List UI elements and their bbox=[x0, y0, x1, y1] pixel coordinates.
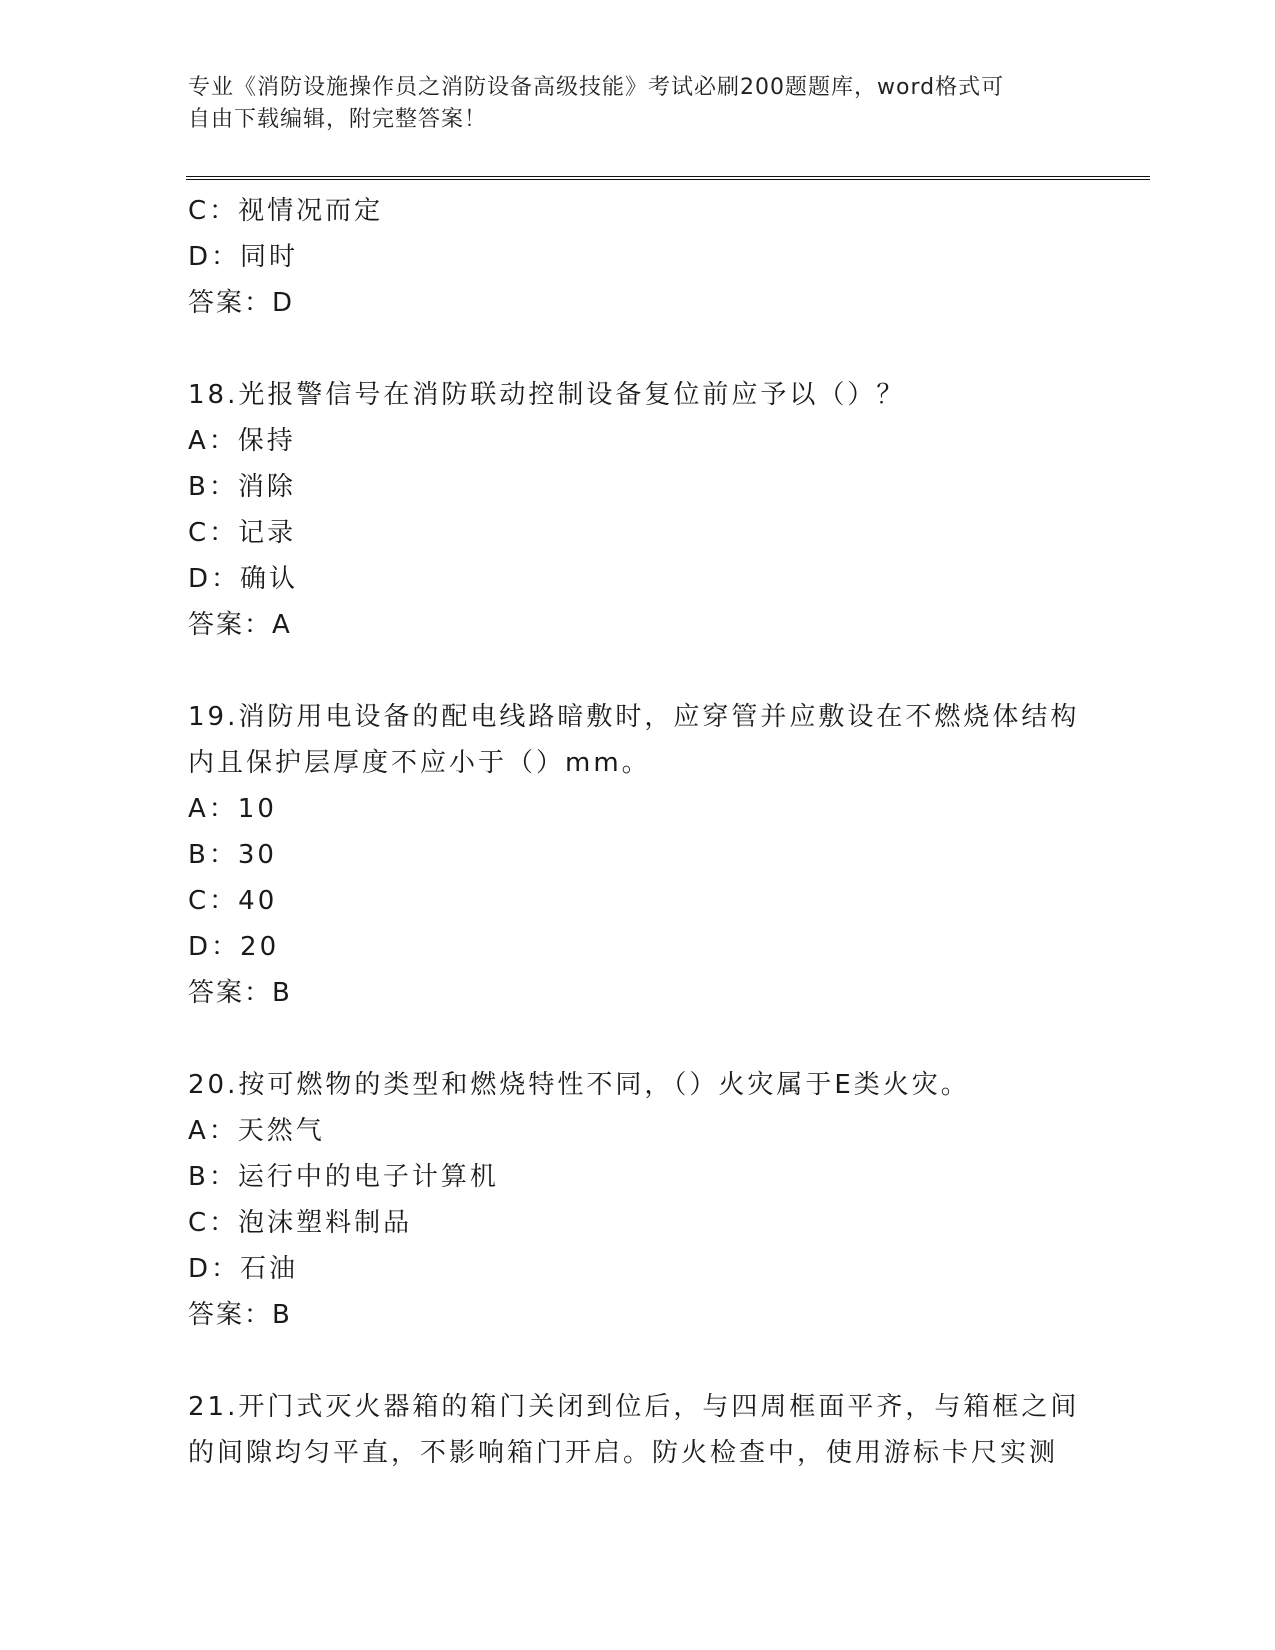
option-a: A：10 bbox=[188, 794, 277, 824]
question-stem-line1: 21.开门式灭火器箱的箱门关闭到位后，与四周框面平齐，与箱框之间 bbox=[188, 1392, 1080, 1422]
spacer bbox=[188, 648, 1088, 694]
option-a: A：天然气 bbox=[188, 1116, 325, 1146]
question-stem-line2: 的间隙均匀平直，不影响箱门开启。防火检查中，使用游标卡尺实测 bbox=[188, 1438, 1059, 1468]
question-17-fragment bbox=[188, 188, 1088, 326]
option-d: D：20 bbox=[188, 932, 280, 962]
option-c: C：40 bbox=[188, 886, 278, 916]
option-c: C：记录 bbox=[188, 518, 297, 548]
option-c: C：视情况而定 bbox=[188, 196, 384, 226]
question-20 bbox=[188, 1062, 1088, 1338]
option-a: A：保持 bbox=[188, 426, 296, 456]
question-18 bbox=[188, 372, 1088, 648]
spacer bbox=[188, 1338, 1088, 1384]
question-stem: 18.光报警信号在消防联动控制设备复位前应予以（）？ bbox=[188, 380, 906, 410]
question-content bbox=[188, 188, 1088, 1476]
answer-line: 答案：A bbox=[188, 610, 292, 640]
answer-line: 答案：B bbox=[188, 978, 292, 1008]
option-d: D：确认 bbox=[188, 564, 299, 594]
option-b: B：运行中的电子计算机 bbox=[188, 1162, 499, 1192]
option-d: D：同时 bbox=[188, 242, 299, 272]
header-divider bbox=[186, 176, 1150, 180]
spacer bbox=[188, 326, 1088, 372]
question-stem-line1: 19.消防用电设备的配电线路暗敷时，应穿管并应敷设在不燃烧体结构 bbox=[188, 702, 1080, 732]
question-stem: 20.按可燃物的类型和燃烧特性不同，（）火灾属于E类火灾。 bbox=[188, 1070, 970, 1100]
header-title-line2: 自由下载编辑，附完整答案！ bbox=[188, 107, 488, 132]
option-c: C：泡沫塑料制品 bbox=[188, 1208, 413, 1238]
question-stem-line2: 内且保护层厚度不应小于（）mm。 bbox=[188, 748, 651, 778]
spacer bbox=[188, 1016, 1088, 1062]
answer-line: 答案：B bbox=[188, 1300, 292, 1330]
option-b: B：30 bbox=[188, 840, 277, 870]
answer-line: 答案：D bbox=[188, 288, 295, 318]
header-title-line1: 专业《消防设施操作员之消防设备高级技能》考试必刷200题题库，word格式可 bbox=[188, 75, 1005, 100]
question-19 bbox=[188, 694, 1088, 1016]
option-d: D：石油 bbox=[188, 1254, 299, 1284]
question-21 bbox=[188, 1384, 1088, 1476]
document-header bbox=[188, 72, 1068, 136]
option-b: B：消除 bbox=[188, 472, 296, 502]
